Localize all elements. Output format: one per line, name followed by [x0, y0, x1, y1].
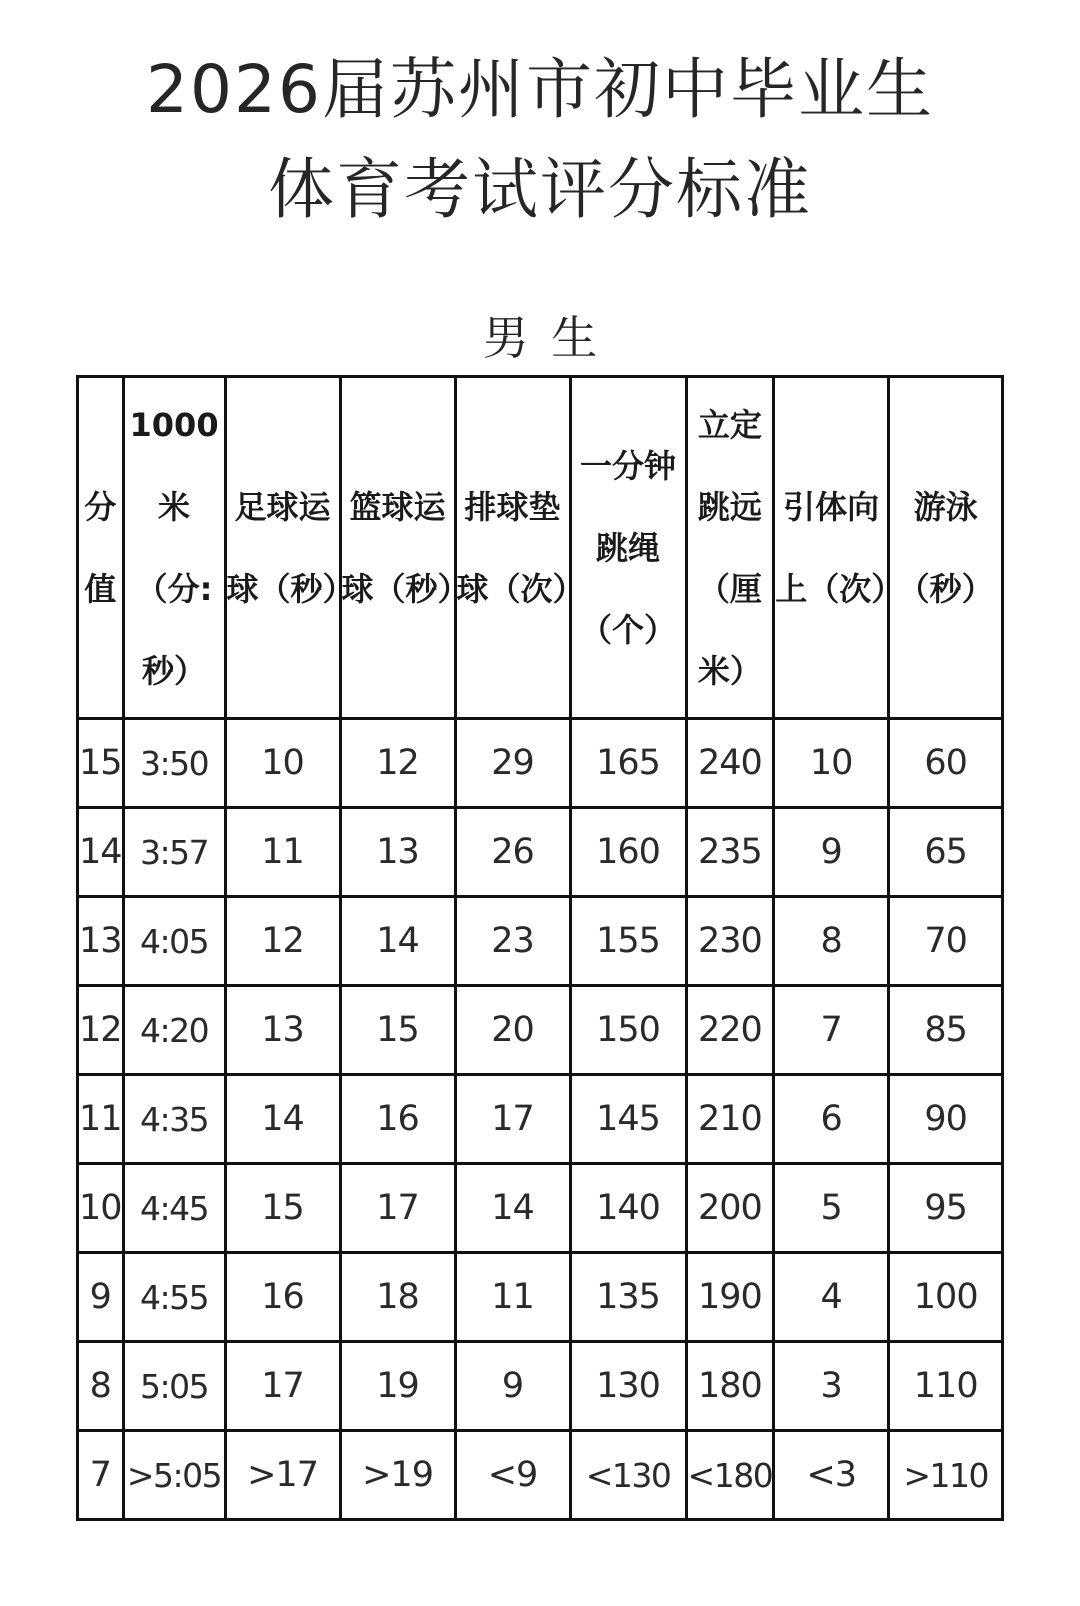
- table-cell: 15: [225, 1164, 340, 1253]
- table-cell: 13: [225, 986, 340, 1075]
- table-cell: 190: [686, 1253, 774, 1342]
- table-cell: 100: [889, 1253, 1003, 1342]
- table-cell: 160: [570, 808, 686, 897]
- table-cell: <180: [686, 1431, 774, 1520]
- table-cell: 19: [340, 1342, 455, 1431]
- table-cell: 11: [455, 1253, 570, 1342]
- table-cell: 8: [78, 1342, 124, 1431]
- table-cell: 4:05: [123, 897, 225, 986]
- header-football-dribble: 足球运球（秒）: [225, 377, 340, 719]
- table-cell: 9: [455, 1342, 570, 1431]
- table-cell: <9: [455, 1431, 570, 1520]
- table-cell: 5: [774, 1164, 889, 1253]
- table-cell: 210: [686, 1075, 774, 1164]
- table-cell: >17: [225, 1431, 340, 1520]
- table-cell: 220: [686, 986, 774, 1075]
- table-cell: 14: [78, 808, 124, 897]
- page-title-line1: 2026届苏州市初中毕业生: [146, 51, 934, 128]
- table-cell: 18: [340, 1253, 455, 1342]
- table-cell: 13: [78, 897, 124, 986]
- table-cell: 14: [455, 1164, 570, 1253]
- table-cell: 9: [774, 808, 889, 897]
- score-table: [76, 375, 1004, 1521]
- table-cell: 4:35: [123, 1075, 225, 1164]
- page-title-line2: 体育考试评分标准: [268, 151, 812, 228]
- header-swimming: 游泳（秒）: [889, 377, 1003, 719]
- table-cell: 3:50: [123, 719, 225, 808]
- table-cell: 10: [225, 719, 340, 808]
- table-cell: 11: [225, 808, 340, 897]
- table-cell: 130: [570, 1342, 686, 1431]
- table-cell: 29: [455, 719, 570, 808]
- table-cell: 15: [340, 986, 455, 1075]
- table-cell: 12: [340, 719, 455, 808]
- table-row: [78, 1253, 1003, 1342]
- table-cell: <3: [774, 1431, 889, 1520]
- table-cell: 16: [225, 1253, 340, 1342]
- section-title: 男 生: [482, 311, 598, 365]
- table-cell: 70: [889, 897, 1003, 986]
- table-cell: 235: [686, 808, 774, 897]
- table-cell: 90: [889, 1075, 1003, 1164]
- table-cell: 85: [889, 986, 1003, 1075]
- table-row: [78, 897, 1003, 986]
- table-cell: 14: [340, 897, 455, 986]
- table-cell: 5:05: [123, 1342, 225, 1431]
- table-cell: >110: [889, 1431, 1003, 1520]
- table-cell: 17: [455, 1075, 570, 1164]
- table-cell: 7: [774, 986, 889, 1075]
- table-cell: 15: [78, 719, 124, 808]
- table-row: [78, 986, 1003, 1075]
- table-cell: 4:55: [123, 1253, 225, 1342]
- table-cell: 140: [570, 1164, 686, 1253]
- table-cell: 17: [225, 1342, 340, 1431]
- header-standing-long-jump: 立定跳远（厘米）: [686, 377, 774, 719]
- table-body: [78, 719, 1003, 1520]
- table-cell: 16: [340, 1075, 455, 1164]
- table-cell: 11: [78, 1075, 124, 1164]
- table-cell: 4: [774, 1253, 889, 1342]
- table-cell: 60: [889, 719, 1003, 808]
- table-cell: 240: [686, 719, 774, 808]
- header-row: [78, 377, 1003, 719]
- table-cell: 65: [889, 808, 1003, 897]
- header-volleyball-pass: 排球垫球（次）: [455, 377, 570, 719]
- table-cell: 180: [686, 1342, 774, 1431]
- table-cell: 12: [225, 897, 340, 986]
- table-cell: 150: [570, 986, 686, 1075]
- header-pull-up: 引体向上（次）: [774, 377, 889, 719]
- table-cell: 12: [78, 986, 124, 1075]
- table-cell: <130: [570, 1431, 686, 1520]
- table-cell: 13: [340, 808, 455, 897]
- table-cell: 20: [455, 986, 570, 1075]
- table-row: [78, 1342, 1003, 1431]
- table-cell: 6: [774, 1075, 889, 1164]
- table-row: [78, 1431, 1003, 1520]
- table-cell: 9: [78, 1253, 124, 1342]
- table-cell: 8: [774, 897, 889, 986]
- table-cell: >19: [340, 1431, 455, 1520]
- table-cell: 17: [340, 1164, 455, 1253]
- header-score: 分值: [78, 377, 124, 719]
- table-cell: 26: [455, 808, 570, 897]
- table-row: [78, 1075, 1003, 1164]
- table-cell: 95: [889, 1164, 1003, 1253]
- header-basketball-dribble: 篮球运球（秒）: [340, 377, 455, 719]
- table-cell: 165: [570, 719, 686, 808]
- table-cell: 3:57: [123, 808, 225, 897]
- table-cell: 155: [570, 897, 686, 986]
- table-cell: 7: [78, 1431, 124, 1520]
- table-cell: 23: [455, 897, 570, 986]
- table-cell: 145: [570, 1075, 686, 1164]
- header-rope-skipping: 一分钟跳绳（个）: [570, 377, 686, 719]
- table-row: [78, 1164, 1003, 1253]
- header-1000m: 1000米（分:秒）: [123, 377, 225, 719]
- table-cell: 14: [225, 1075, 340, 1164]
- table-cell: 200: [686, 1164, 774, 1253]
- table-cell: 3: [774, 1342, 889, 1431]
- table-cell: 10: [78, 1164, 124, 1253]
- table-cell: 230: [686, 897, 774, 986]
- table-cell: 135: [570, 1253, 686, 1342]
- table-cell: >5:05: [123, 1431, 225, 1520]
- table-cell: 4:45: [123, 1164, 225, 1253]
- table-cell: 4:20: [123, 986, 225, 1075]
- table-cell: 10: [774, 719, 889, 808]
- table-row: [78, 808, 1003, 897]
- table-row: [78, 719, 1003, 808]
- table-cell: 110: [889, 1342, 1003, 1431]
